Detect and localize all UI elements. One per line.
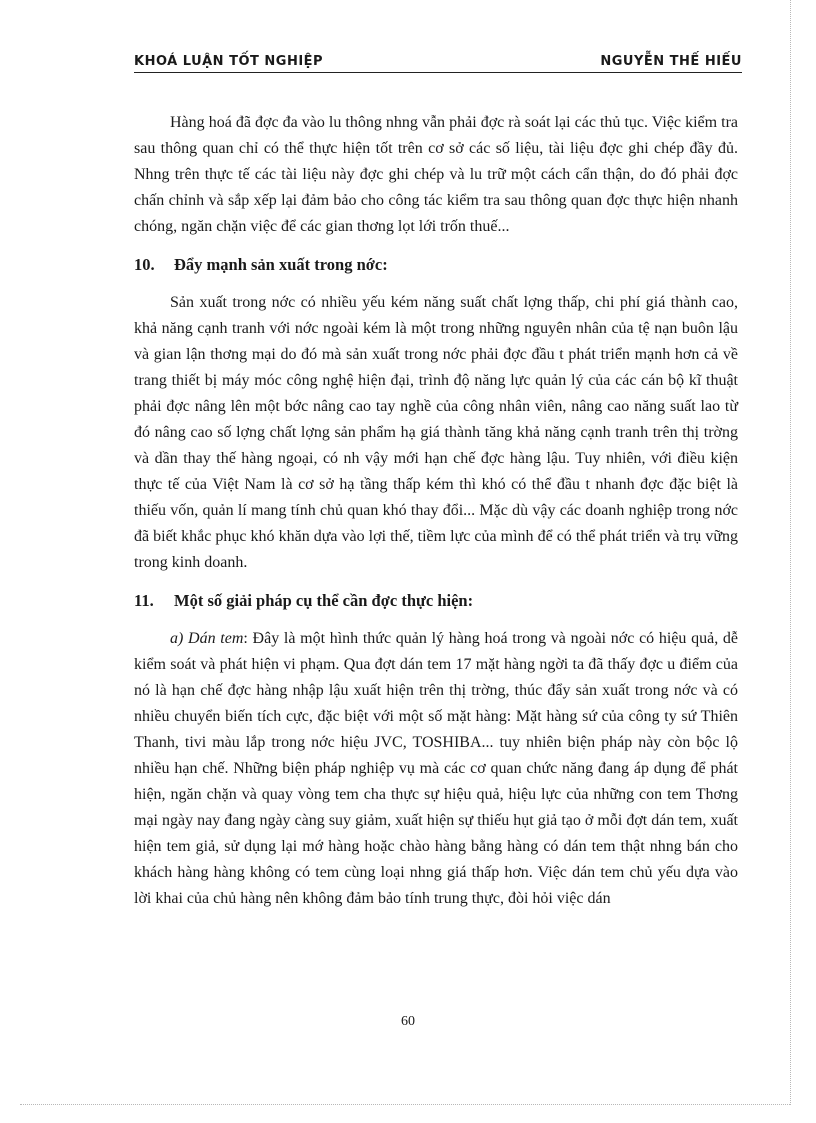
header-author-name: NGUYỄN THẾ HIẾU (600, 54, 742, 69)
subsection-label: a) Dán tem (170, 630, 244, 647)
page-edge-bottom (20, 1104, 790, 1105)
section-number: 10. (134, 255, 155, 274)
header-thesis-title: KHOÁ LUẬN TỐT NGHIỆP (134, 54, 324, 69)
section-title: Một số giải pháp cụ thể cần đợc thực hiện: (174, 591, 474, 610)
page-edge-right (790, 0, 791, 1105)
section-number: 11. (134, 591, 154, 610)
paragraph-post-clearance: Hàng hoá đã đợc đa vào lu thông nhng vẫn phải đợc rà soát lại các thủ tục. Việc kiểm tra sau thông quan chỉ có thể thực hiện tốt trên cơ sở các số liệu, tài liệu đợc ghi chép đầy đủ. Nhng trên thực tế các tài liệu này đợc ghi chép và lu trữ một cách cẩn thận, do đó phải đợc chấn chỉnh và sắp xếp lại đảm bảo cho công tác kiểm tra sau thông quan đợc thực hiện nhanh chóng, ngăn chặn việc để các gian thơng lọt lới trốn thuế... (134, 114, 738, 235)
page-number: 60 (401, 1014, 415, 1029)
paragraph-domestic-production: Sản xuất trong nớc có nhiều yếu kém năng suất chất lợng thấp, chi phí giá thành cao, khả năng cạnh tranh với nớc ngoài kém là một trong những nguyên nhân của tệ nạn buôn lậu và gian lận thơng mại do đó mà sản xuất trong nớc phải đợc đầu t phát triển mạnh hơn cả về trang thiết bị máy móc công nghệ hiện đại, trình độ năng lực quản lý của các cán bộ kĩ thuật phải đợc nâng lên một bớc nâng cao tay nghề của công nhân viên, nâng cao năng suất lao từ đó nâng cao số lợng chất lợng sản phẩm hạ giá thành tăng khả năng cạnh tranh trên thị trờng và dần thay thế hàng ngoại, có nh vậy mới hạn chế đợc hàng lậu. Tuy nhiên, với điều kiện thực tế của Việt Nam là cơ sở hạ tầng thấp kém thì khó có thể đầu t nhanh đợc đặc biệt là thiếu vốn, quản lí mang tính chủ quan khó thay đổi... Mặc dù vậy các doanh nghiệp trong nớc đã biết khắc phục khó khăn dựa vào lợi thế, tiềm lực của mình để có thể phát triển và trụ vững trong kinh doanh. (134, 294, 738, 571)
paragraph-text: : Đây là một hình thức quản lý hàng hoá trong và ngoài nớc có hiệu quả, dễ kiểm soát và phát hiện vi phạm. Qua đợt dán tem 17 mặt hàng ngời ta đã thấy đợc u điểm của nó là hạn chế đợc hàng nhập lậu xuất hiện trên thị trờng, thúc đẩy sản xuất trong nớc và có nhiều chuyển biến tích cực, đặc biệt với một số mặt hàng: Mặt hàng sứ của công ty sứ Thiên Thanh, tivi màu lắp trong nớc hiệu JVC, TOSHIBA... tuy nhiên biện pháp này còn bộc lộ nhiều hạn chế. Những biện pháp nghiệp vụ mà các cơ quan chức năng đang áp dụng để phát hiện, ngăn chặn và quay vòng tem cha thực sự hiệu quả, hiệu lực của những con tem Thơng mại ngày nay đang ngày càng suy giảm, xuất hiện sự thiếu hụt giả tạo ở mỗi đợt dán tem, xuất hiện tem giả, sử dụng lại mớ hàng hoặc chào hàng bằng hàng có dán tem thật nhng bán cho khách hàng hàng không có tem cùng loại nhng giá thấp hơn. Việc dán tem chủ yếu dựa vào lời khai của chủ hàng nên không đảm bảo tính trung thực, đòi hỏi việc dán (134, 630, 739, 907)
section-heading-10 (134, 252, 738, 278)
section-heading-11 (134, 588, 738, 614)
section-title: Đẩy mạnh sản xuất trong nớc: (174, 255, 388, 274)
page-header (134, 52, 742, 73)
paragraph-stamping (134, 626, 738, 912)
page-body (134, 110, 738, 924)
